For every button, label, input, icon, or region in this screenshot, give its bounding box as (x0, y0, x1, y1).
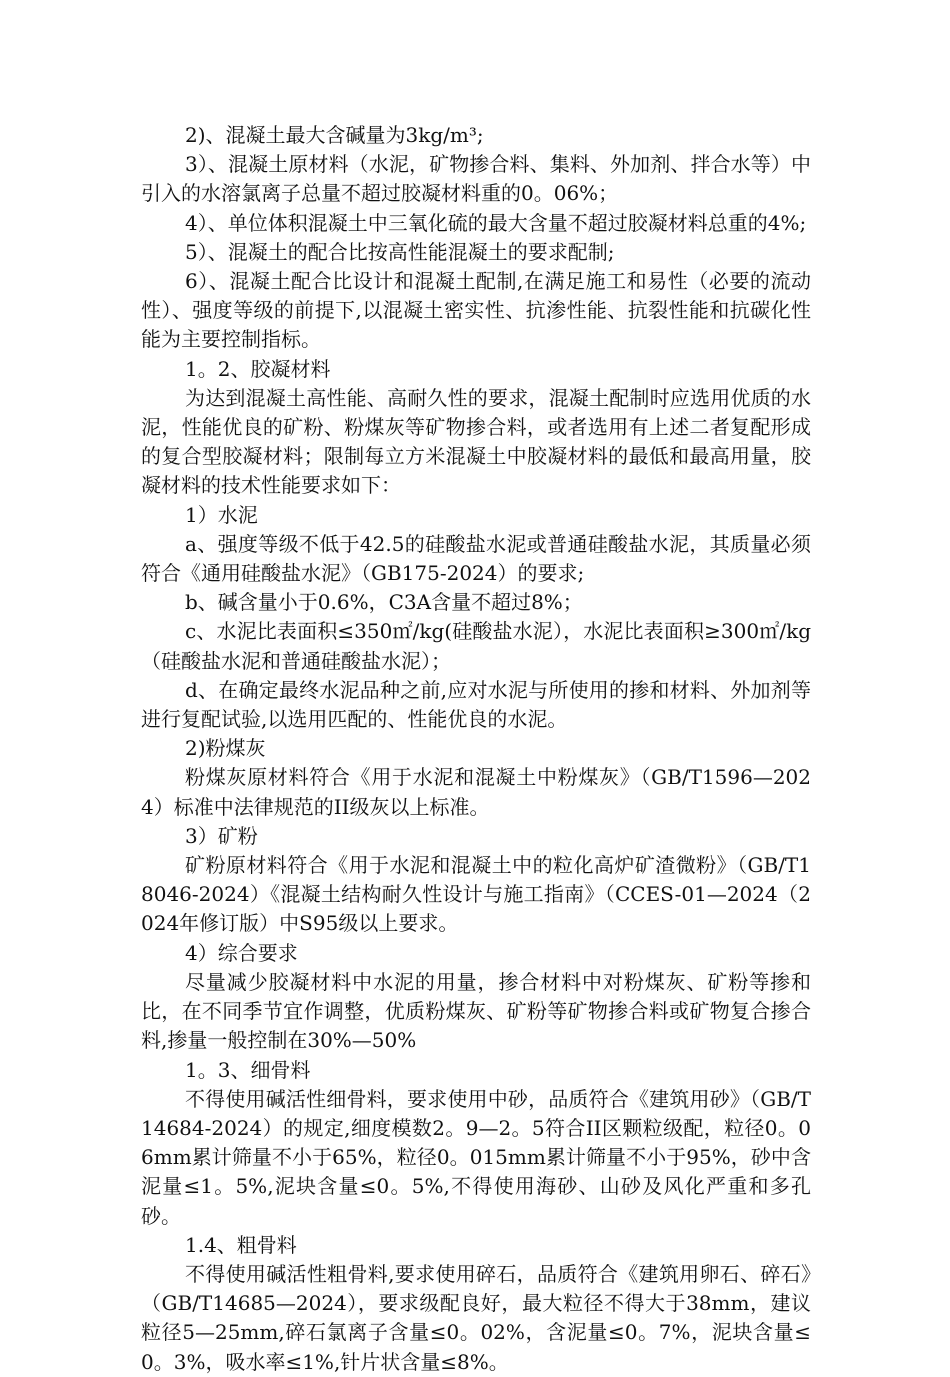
paragraph-cement-b: b、碱含量小于0.6%，C3A含量不超过8%； (185, 590, 583, 615)
heading-slag-powder: 3）矿粉 (185, 823, 258, 848)
paragraph-general-requirements: 尽量减少胶凝材料中水泥的用量，掺合材料中对粉煤灰、矿粉等掺和比，在不同季节宜作调整，优质粉煤灰、矿粉等矿物掺合料或矿物复合掺合料,掺量一般控制在30%—50% (141, 969, 811, 1053)
paragraph-cementitious-overview: 为达到混凝土高性能、高耐久性的要求，混凝土配制时应选用优质的水泥，性能优良的矿粉、粉煤灰等矿物掺合料，或者选用有上述二者复配形成的复合型胶凝材料；限制每立方米混凝土中胶凝材料的最低和最高用量，胶凝材料的技术性能要求如下： (141, 385, 811, 498)
heading-cementitious-materials: 1。2、胶凝材料 (185, 356, 331, 381)
heading-coarse-aggregate: 1.4、粗骨料 (185, 1232, 297, 1257)
paragraph-mix-design: 6）、混凝土配合比设计和混凝土配制,在满足施工和易性（必要的流动性）、强度等级的前提下,以混凝土密实性、抗渗性能、抗裂性能和抗碳化性能为主要控制指标。 (141, 269, 811, 352)
paragraph-cement-c: c、水泥比表面积≤350㎡/kg(硅酸盐水泥），水泥比表面积≥300㎡/kg（硅酸盐水泥和普通硅酸盐水泥）； (141, 619, 811, 673)
paragraph-alkali-limit: 2)、混凝土最大含碱量为3kg/m³; (185, 123, 484, 147)
paragraph-slag-powder: 矿粉原材料符合《用于水泥和混凝土中的粒化高炉矿渣微粉》（GB/T18046-2024）《混凝土结构耐久性设计与施工指南》（CCES-01—2024（2024年修订版）中S95级以上要求。 (141, 853, 811, 936)
heading-general-requirements: 4）综合要求 (185, 940, 298, 965)
document-body (141, 121, 811, 1377)
paragraph-cement-d: d、在确定最终水泥品种之前,应对水泥与所使用的掺和材料、外加剂等进行复配试验,以选用匹配的、性能优良的水泥。 (141, 677, 811, 732)
paragraph-fine-aggregate: 不得使用碱活性细骨料，要求使用中砂，品质符合《建筑用砂》（GB/T14684-2024）的规定,细度模数2。9—2。5符合II区颗粒级配，粒径0。06mm累计筛量不小于65%，粒径0。015mm累计筛量不小于95%，砂中含泥量≤1。5%,泥块含量≤0。5%,不得使用海砂、山砂及风化严重和多孔砂。 (141, 1086, 811, 1228)
paragraph-coarse-aggregate: 不得使用碱活性粗骨料,要求使用碎石，品质符合《建筑用卵石、碎石》（GB/T14685—2024），要求级配良好，最大粒径不得大于38mm，建议粒径5—25mm,碎石氯离子含量≤0。02%，含泥量≤0。7%，泥块含量≤0。3%，吸水率≤1%,针片状含量≤8%。 (141, 1261, 811, 1374)
heading-fly-ash: 2)粉煤灰 (185, 736, 266, 761)
heading-fine-aggregate: 1。3、细骨料 (185, 1057, 311, 1082)
paragraph-fly-ash: 粉煤灰原材料符合《用于水泥和混凝土中粉煤灰》（GB/T1596—2024）标准中法律规范的II级灰以上标准。 (141, 765, 811, 819)
paragraph-mix-requirement: 5）、混凝土的配合比按高性能混凝土的要求配制; (185, 239, 615, 264)
paragraph-sulfur-trioxide-limit: 4）、单位体积混凝土中三氧化硫的最大含量不超过胶凝材料总重的4%; (185, 210, 807, 235)
paragraph-chloride-limit: 3）、混凝土原材料（水泥，矿物掺合料、集料、外加剂、拌合水等）中引入的水溶氯离子总量不超过胶凝材料重的0。06%； (141, 152, 811, 206)
paragraph-cement-a: a、强度等级不低于42.5的硅酸盐水泥或普通硅酸盐水泥，其质量必须符合《通用硅酸盐水泥》（GB175-2024）的要求; (141, 531, 811, 586)
heading-cement: 1）水泥 (185, 502, 258, 527)
